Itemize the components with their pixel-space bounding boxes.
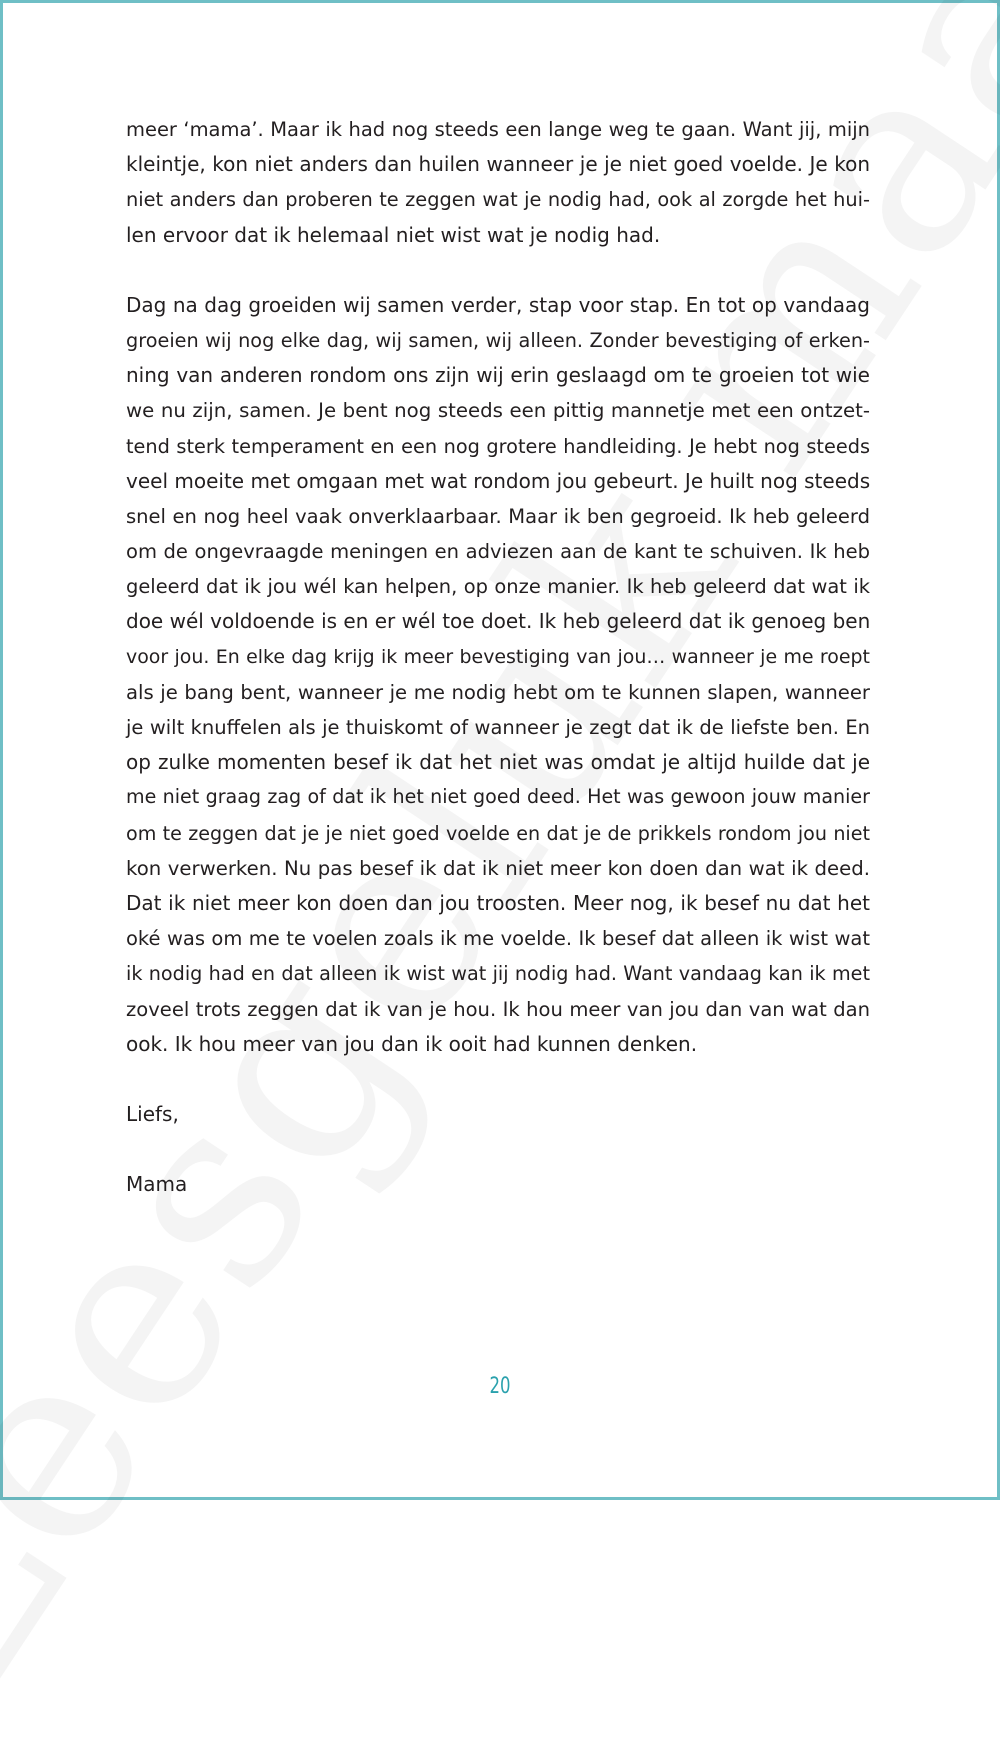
text-line: niet anders dan proberen te zeggen wat je nodig had, ook al zorgde het hui- [126,188,870,212]
text-line: om te zeggen dat je je niet goed voelde en dat je de prikkels rondom jou niet [126,821,870,845]
text-line: je wilt knuffelen als je thuiskomt of wanneer je zegt dat ik de liefste ben. En [126,716,870,739]
text-line: tend sterk temperament en een nog grotere handleiding. Je hebt nog steeds [126,434,870,458]
text-line: groeien wij nog elke dag, wij samen, wij alleen. Zonder bevestiging of erken- [126,328,870,352]
closing [126,1097,870,1132]
text-line: geleerd dat ik jou wél kan helpen, op onze manier. Ik heb geleerd dat wat ik [126,575,870,599]
page-number: 20 [489,1374,511,1399]
signature-line: Mama [126,1172,188,1197]
text-line: Dat ik niet meer kon doen dan jou troosten. Meer nog, ik besef nu dat het [126,890,870,915]
text-line: op zulke momenten besef ik dat het niet was omdat je altijd huilde dat je [126,750,870,775]
letter-body [126,112,870,1202]
text-line: ook. Ik hou meer van jou dan ik ooit had kunnen denken. [126,1031,698,1056]
paragraph-2 [126,288,870,1062]
text-line: ik nodig had en dat alleen ik wist wat jij nodig had. Want vandaag kan ik met [126,962,870,986]
text-line: me niet graag zag of dat ik het niet goed deed. Het was gewoon jouw manier [126,786,870,809]
text-line: voor jou. En elke dag krijg ik meer bevestiging van jou… wanneer je me roept [126,645,870,668]
text-line: snel en nog heel vaak onverklaarbaar. Maar ik ben gegroeid. Ik heb geleerd [126,504,870,528]
text-line: len ervoor dat ik helemaal niet wist wat je nodig had. [126,222,661,247]
closing-line: Liefs, [126,1101,179,1126]
text-line: kleintje, kon niet anders dan huilen wanneer je je niet goed voelde. Je kon [126,152,870,177]
text-line: ning van anderen rondom ons zijn wij erin geslaagd om te groeien tot wie [126,363,870,388]
text-line: om de ongevraagde meningen en adviezen aan de kant te schuiven. Ik heb [126,540,870,564]
text-line: meer ‘mama’. Maar ik had nog steeds een lange weg te gaan. Want jij, mijn [126,118,870,141]
text-line: als je bang bent, wanneer je me nodig hebt om te kunnen slapen, wanneer [126,680,870,704]
signature [126,1167,870,1202]
text-line: zoveel trots zeggen dat ik van je hou. Ik hou meer van jou dan van wat dan [126,997,870,1021]
text-line: oké was om me te voelen zoals ik me voelde. Ik besef dat alleen ik wist wat [126,927,870,951]
text-line: veel moeite met omgaan met wat rondom jou gebeurt. Je huilt nog steeds [126,468,871,493]
text-line: Dag na dag groeiden wij samen verder, stap voor stap. En tot op vandaag [126,292,870,317]
text-line: we nu zijn, samen. Je bent nog steeds een pittig mannetje met een ontzet- [126,399,870,423]
text-line: doe wél voldoende is en er wél toe doet. Ik heb geleerd dat ik genoeg ben [126,609,871,634]
text-line: kon verwerken. Nu pas besef ik dat ik niet meer kon doen dan wat ik deed. [126,856,870,880]
paragraph-1 [126,112,870,253]
